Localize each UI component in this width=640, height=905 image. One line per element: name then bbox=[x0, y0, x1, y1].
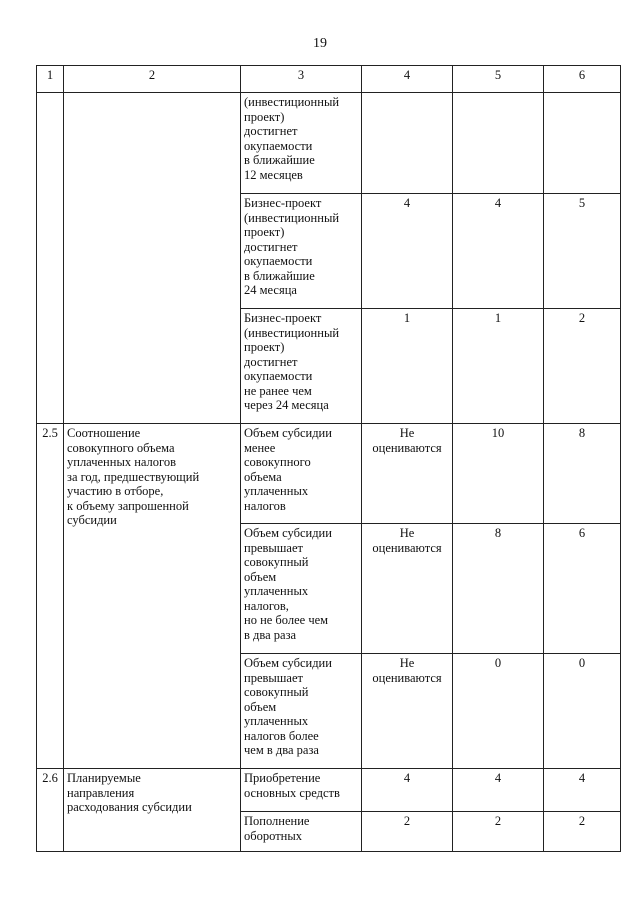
cell-col5: 4 bbox=[453, 194, 544, 309]
text-line: уплаченных налогов bbox=[67, 455, 177, 469]
cell-col5: 8 bbox=[453, 524, 544, 654]
cell-criterion-empty bbox=[64, 93, 241, 424]
cell-col4: 4 bbox=[362, 769, 453, 812]
cell-variant bbox=[241, 309, 362, 424]
cell-variant bbox=[241, 424, 362, 524]
text-line: достигнет bbox=[244, 354, 298, 369]
text-line: направления bbox=[67, 785, 135, 800]
cell-col6: 5 bbox=[544, 194, 621, 309]
text-line: окупаемости bbox=[244, 369, 313, 383]
text-line: окупаемости bbox=[244, 254, 313, 268]
text-line: Пополнение bbox=[244, 814, 310, 828]
text-line: проект) bbox=[244, 225, 285, 239]
cell-col4 bbox=[362, 93, 453, 194]
cell-col4 bbox=[362, 654, 453, 769]
text-line: чем в два раза bbox=[244, 743, 319, 757]
cell-variant bbox=[241, 812, 362, 852]
text-line: (инвестиционный bbox=[244, 210, 340, 225]
text-line: субсидии bbox=[67, 513, 117, 527]
text-line: окупаемости bbox=[244, 138, 313, 153]
page-number: 19 bbox=[313, 36, 327, 51]
text-line: (инвестиционный bbox=[244, 325, 340, 340]
text-line: объема bbox=[244, 469, 282, 484]
text-line: уплаченных bbox=[244, 714, 309, 728]
text-line: объем bbox=[244, 699, 277, 714]
text-line: достигнет bbox=[244, 124, 298, 138]
cell-col5: 1 bbox=[453, 309, 544, 424]
text-line: (инвестиционный bbox=[244, 95, 340, 109]
cell-variant bbox=[241, 93, 362, 194]
text-line: за год, предшествующий bbox=[67, 469, 200, 484]
header-row bbox=[37, 66, 621, 93]
cell-criterion bbox=[64, 424, 241, 769]
text-line: превышает bbox=[244, 540, 303, 555]
cell-variant bbox=[241, 654, 362, 769]
cell-col6: 8 bbox=[544, 424, 621, 524]
text-line: оборотных bbox=[244, 828, 302, 843]
table-row bbox=[37, 769, 621, 812]
text-line: Объем субсидии bbox=[244, 656, 332, 670]
header-col-6: 6 bbox=[544, 66, 621, 93]
text-line: уплаченных bbox=[244, 584, 309, 598]
text-line: совокупного объема bbox=[67, 440, 175, 455]
text-line: основных средств bbox=[244, 785, 340, 800]
text-line: оцениваются bbox=[372, 440, 442, 455]
text-line: в ближайшие bbox=[244, 268, 315, 283]
text-line: но не более чем bbox=[244, 613, 329, 627]
criteria-table bbox=[36, 65, 621, 852]
text-line: к объему запрошенной bbox=[67, 498, 189, 513]
cell-col5: 2 bbox=[453, 812, 544, 852]
text-line: оцениваются bbox=[372, 670, 442, 685]
text-line: налогов bbox=[244, 498, 286, 513]
text-line: 24 месяца bbox=[244, 283, 297, 297]
cell-col4: 2 bbox=[362, 812, 453, 852]
text-line: через 24 месяца bbox=[244, 398, 329, 412]
text-line: Объем субсидии bbox=[244, 426, 332, 440]
cell-col6: 0 bbox=[544, 654, 621, 769]
text-line: налогов более bbox=[244, 728, 319, 743]
header-col-3: 3 bbox=[241, 66, 362, 93]
cell-code: 2.6 bbox=[37, 769, 64, 852]
cell-col4: 4 bbox=[362, 194, 453, 309]
text-line: Не bbox=[399, 526, 415, 540]
table-row bbox=[37, 93, 621, 194]
cell-col4 bbox=[362, 424, 453, 524]
text-line: Не bbox=[399, 426, 415, 440]
cell-code: 2.5 bbox=[37, 424, 64, 769]
text-line: достигнет bbox=[244, 239, 298, 254]
cell-col6 bbox=[544, 93, 621, 194]
text-line: уплаченных bbox=[244, 484, 309, 498]
cell-col6: 2 bbox=[544, 309, 621, 424]
text-line: совокупный bbox=[244, 685, 309, 699]
text-line: превышает bbox=[244, 670, 303, 685]
text-line: не ранее чем bbox=[244, 383, 312, 398]
text-line: участию в отборе, bbox=[67, 484, 164, 498]
header-col-4: 4 bbox=[362, 66, 453, 93]
table-row bbox=[37, 424, 621, 524]
text-line: в два раза bbox=[244, 627, 297, 642]
header-col-5: 5 bbox=[453, 66, 544, 93]
cell-code-empty bbox=[37, 93, 64, 424]
text-line: налогов, bbox=[244, 598, 289, 613]
text-line: менее bbox=[244, 440, 276, 455]
text-line: совокупный bbox=[244, 555, 309, 569]
cell-col5 bbox=[453, 93, 544, 194]
text-line: Приобретение bbox=[244, 771, 321, 785]
text-line: проект) bbox=[244, 109, 285, 124]
text-line: Бизнес-проект bbox=[244, 196, 322, 210]
cell-variant bbox=[241, 524, 362, 654]
header-col-2: 2 bbox=[64, 66, 241, 93]
text-line: объем bbox=[244, 569, 277, 584]
text-line: Бизнес-проект bbox=[244, 311, 322, 325]
cell-col4 bbox=[362, 524, 453, 654]
cell-col6: 6 bbox=[544, 524, 621, 654]
cell-col5: 0 bbox=[453, 654, 544, 769]
text-line: проект) bbox=[244, 340, 285, 354]
text-line: Соотношение bbox=[67, 426, 141, 440]
text-line: Объем субсидии bbox=[244, 526, 332, 540]
cell-col6: 2 bbox=[544, 812, 621, 852]
cell-col6: 4 bbox=[544, 769, 621, 812]
text-line: Планируемые bbox=[67, 771, 141, 785]
cell-col5: 10 bbox=[453, 424, 544, 524]
cell-variant bbox=[241, 769, 362, 812]
cell-col4: 1 bbox=[362, 309, 453, 424]
text-line: в ближайшие bbox=[244, 153, 315, 167]
cell-criterion bbox=[64, 769, 241, 852]
header-col-1: 1 bbox=[37, 66, 64, 93]
text-line: совокупного bbox=[244, 455, 311, 469]
text-line: 12 месяцев bbox=[244, 167, 303, 182]
text-line: оцениваются bbox=[372, 540, 442, 555]
text-line: расходования субсидии bbox=[67, 800, 192, 814]
cell-col5: 4 bbox=[453, 769, 544, 812]
cell-variant bbox=[241, 194, 362, 309]
text-line: Не bbox=[399, 656, 415, 670]
